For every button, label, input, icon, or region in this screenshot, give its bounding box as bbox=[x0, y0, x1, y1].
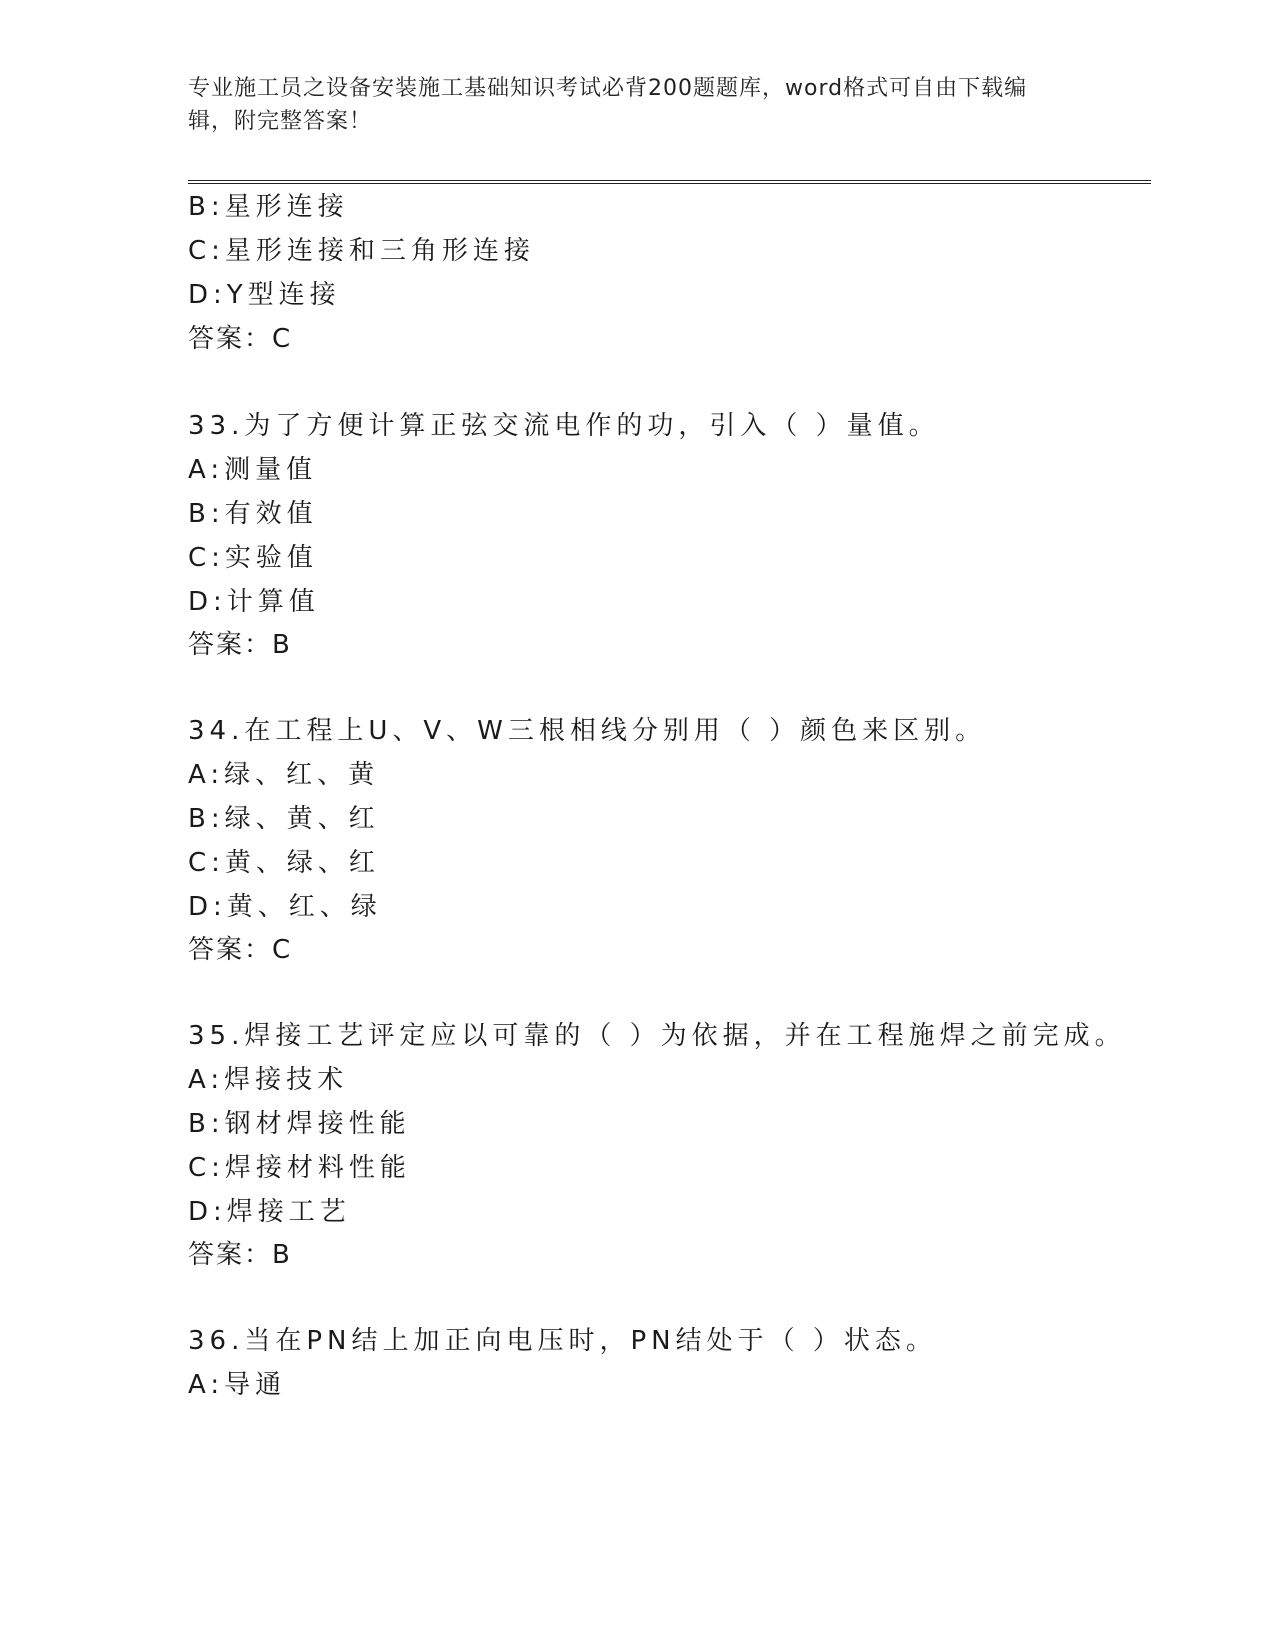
option-a: A:测量值 bbox=[188, 455, 318, 485]
option-b: B:有效值 bbox=[188, 499, 318, 529]
option-a: A:导通 bbox=[188, 1370, 287, 1400]
option-d: D:Y型连接 bbox=[188, 280, 341, 310]
question-stem: 35.焊接工艺评定应以可靠的（ ）为依据，并在工程施焊之前完成。 bbox=[188, 1021, 1126, 1051]
header-divider bbox=[188, 180, 1151, 184]
question-stem: 34.在工程上U、V、W三根相线分别用（ ）颜色来区别。 bbox=[188, 716, 987, 746]
answer-line: 答案：C bbox=[188, 324, 293, 354]
option-b: B:绿、黄、红 bbox=[188, 804, 380, 834]
option-c: C:实验值 bbox=[188, 543, 318, 573]
option-d: D:计算值 bbox=[188, 587, 320, 617]
option-d: D:黄、红、绿 bbox=[188, 892, 382, 922]
option-a: A:绿、红、黄 bbox=[188, 760, 380, 790]
option-a: A:焊接技术 bbox=[188, 1065, 349, 1095]
page-header: 专业施工员之设备安装施工基础知识考试必背200题题库，word格式可自由下载编辑，附完整答案！ bbox=[188, 76, 1028, 134]
answer-line: 答案：B bbox=[188, 630, 292, 660]
option-c: C:焊接材料性能 bbox=[188, 1153, 411, 1183]
option-c: C:星形连接和三角形连接 bbox=[188, 236, 535, 266]
answer-line: 答案：C bbox=[188, 935, 293, 965]
question-stem: 36.当在PN结上加正向电压时，PN结处于（ ）状态。 bbox=[188, 1326, 937, 1356]
option-b: B:星形连接 bbox=[188, 192, 349, 222]
question-stem: 33.为了方便计算正弦交流电作的功，引入（ ）量值。 bbox=[188, 411, 940, 441]
option-d: D:焊接工艺 bbox=[188, 1197, 351, 1227]
option-c: C:黄、绿、红 bbox=[188, 848, 380, 878]
answer-line: 答案：B bbox=[188, 1240, 292, 1270]
option-b: B:钢材焊接性能 bbox=[188, 1109, 411, 1139]
